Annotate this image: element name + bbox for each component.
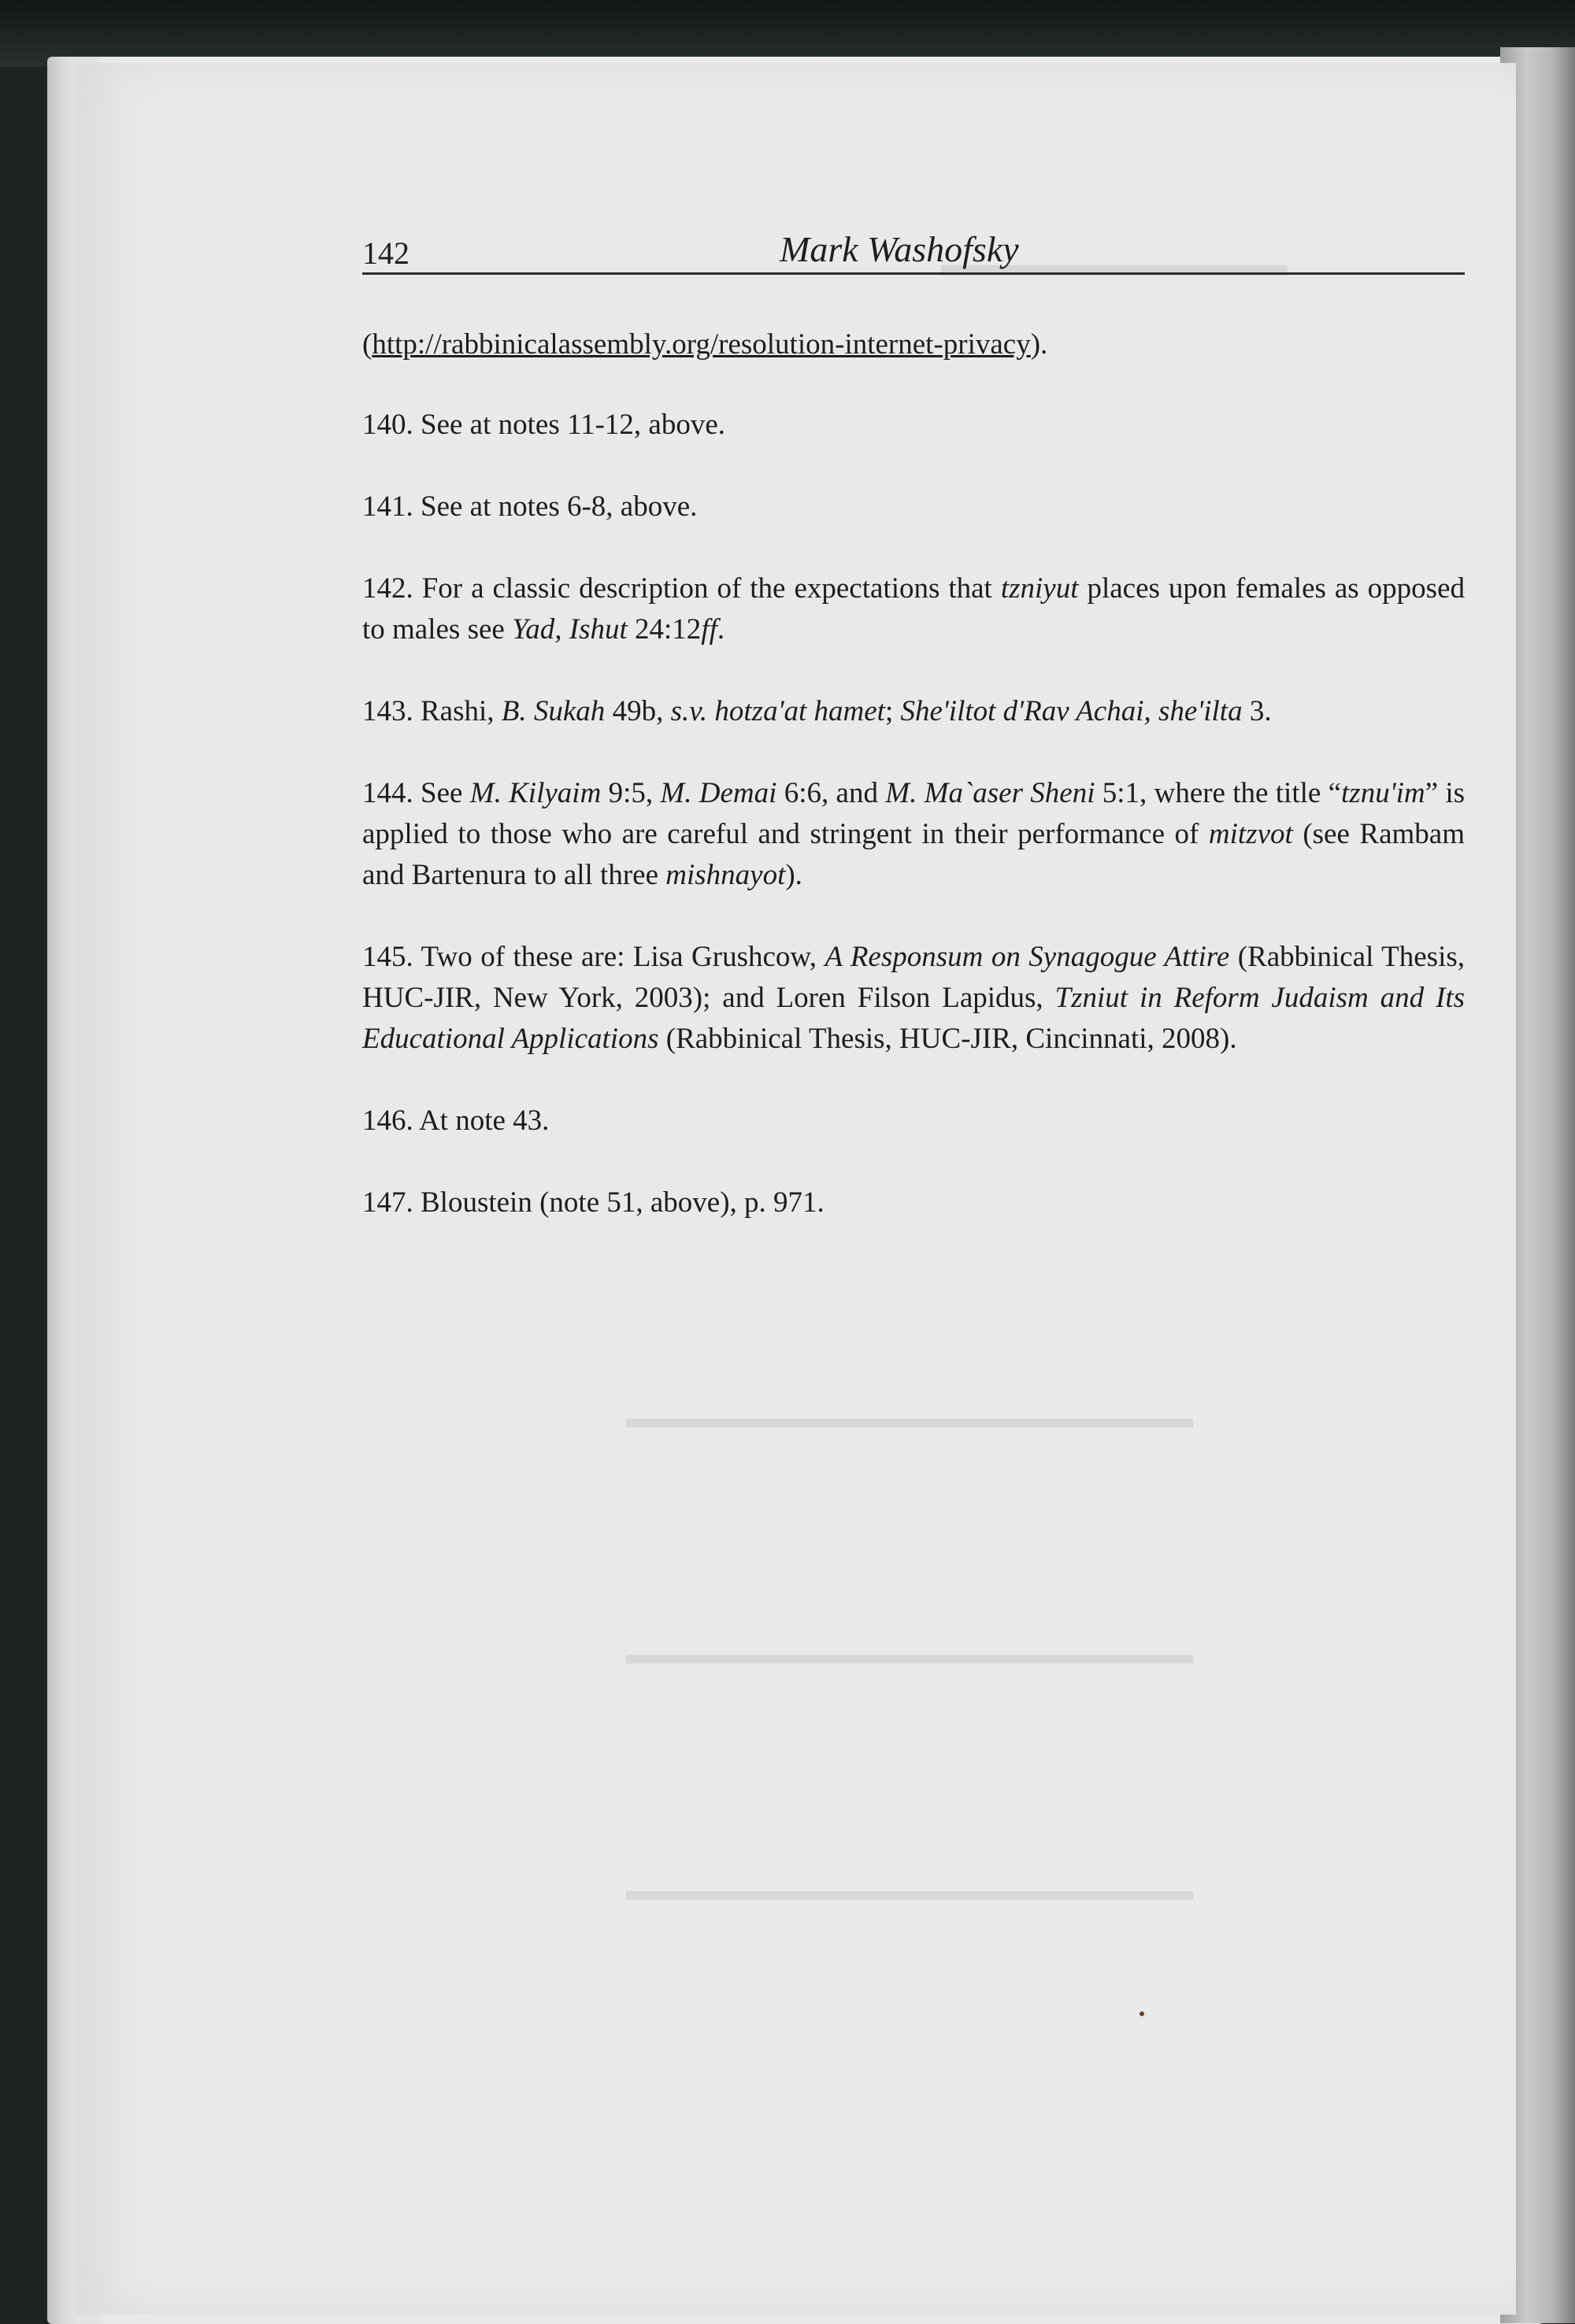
- show-through-texture: ▬▬▬▬▬▬▬▬▬▬▬▬▬▬▬▬▬▬▬▬: [626, 1638, 1193, 1670]
- show-through-texture: ▬▬▬▬▬▬▬▬▬▬▬▬▬▬▬▬▬▬▬▬: [626, 1874, 1193, 1906]
- page-number: 142: [362, 235, 410, 271]
- note-142: 142. For a classic description of the expectations that tzniyut places upon females as opposed to males see Yad, Ishut 24:12ff.: [362, 572, 1465, 646]
- show-through-texture: ▬▬▬▬▬▬▬▬▬▬: [941, 245, 1288, 283]
- note-141: 141. See at notes 6-8, above.: [362, 490, 698, 523]
- resolution-link[interactable]: http://rabbinicalassembly.org/resolution-internet-privacy: [372, 328, 1031, 361]
- note-143: 143. Rashi, B. Sukah 49b, s.v. hotza'at hamet; She'iltot d'Rav Achai, she'ilta 3.: [362, 695, 1272, 727]
- running-head: Mark Washofsky: [780, 229, 1019, 269]
- note-144: 144. See M. Kilyaim 9:5, M. Demai 6:6, and M. Ma`aser Sheni 5:1, where the title “tznu'im” is applied to those who are careful and stringent in their performance of mitzvot (see Rambam and Bartenura to all three mishnayot).: [362, 777, 1466, 891]
- show-through-texture: ▬▬▬▬▬▬▬▬▬▬▬▬▬▬▬▬▬▬▬▬: [626, 1402, 1193, 1434]
- page-header: [362, 229, 1465, 275]
- note-145: 145. Two of these are: Lisa Grushcow, A Responsum on Synagogue Attire (Rabbinical Thesis, HUC-JIR, New York, 2003); and Loren Filson Lapidus, Tzniut in Reform Judaism and Its Educational Applications (Rabbinical Thesis, HUC-JIR, Cincinnati, 2008).: [362, 941, 1465, 1055]
- endnotes: [362, 324, 1465, 1264]
- url-continuation: (http://rabbinicalassembly.org/resolution-internet-privacy).: [362, 328, 1048, 361]
- note-146: 146. At note 43.: [362, 1105, 550, 1137]
- note-140: 140. See at notes 11-12, above.: [362, 409, 726, 441]
- note-147: 147. Bloustein (note 51, above), p. 971.: [362, 1186, 825, 1219]
- ink-speck: [1140, 2011, 1144, 2016]
